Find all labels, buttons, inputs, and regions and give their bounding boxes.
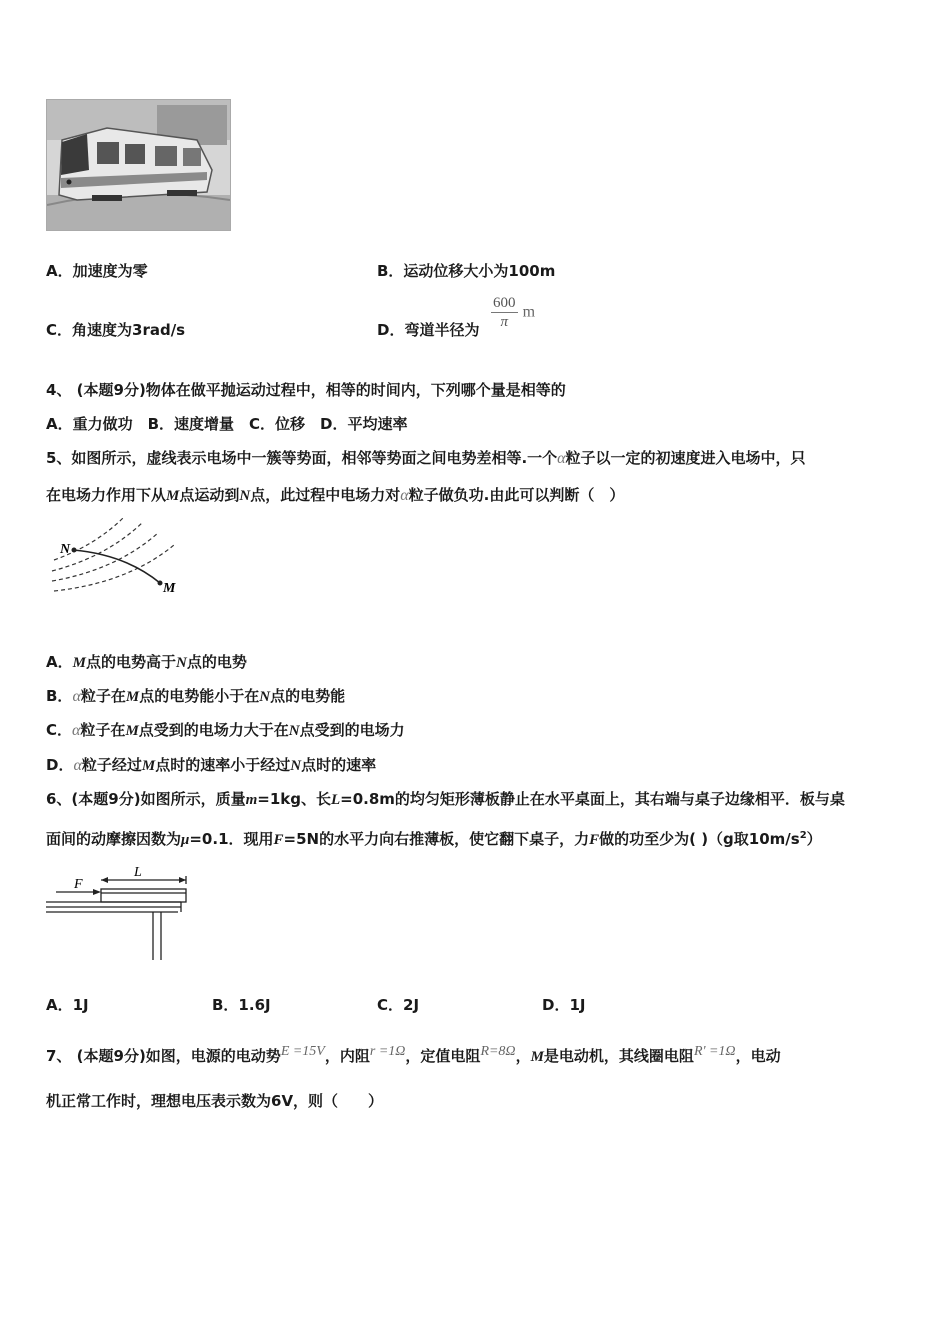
var-n: N	[239, 488, 251, 504]
figure-label-m: M	[163, 581, 176, 596]
text: 点的电势能	[270, 687, 346, 705]
text: 是电动机，其线圈电阻	[543, 1047, 694, 1065]
text: 点的电势	[186, 653, 247, 671]
q6-table-figure	[46, 862, 191, 962]
alpha-symbol: α	[557, 450, 566, 467]
q5-line2-b: 点运动到	[179, 486, 240, 504]
var-n: N	[259, 689, 271, 705]
figure-label-n: N	[60, 542, 71, 557]
text: 点受到的电场力大于在	[138, 721, 289, 739]
q3-option-a: A．加速度为零	[46, 262, 148, 280]
var-m: M	[530, 1049, 544, 1065]
var-m: M	[125, 723, 139, 739]
var-n: N	[290, 758, 302, 774]
text: =1kg、长	[257, 790, 331, 808]
equipotential-diagram	[46, 515, 186, 600]
tram-photo	[46, 99, 231, 231]
var-n: N	[175, 655, 187, 671]
var-n: N	[288, 723, 300, 739]
var-m: M	[141, 758, 156, 774]
q5-line2	[46, 485, 624, 506]
q7-line1	[46, 1042, 781, 1067]
q5-line2-a: 在电场力作用下从	[46, 486, 167, 504]
text: 面间的动摩擦因数为	[46, 830, 182, 848]
alpha-symbol: α	[72, 722, 81, 739]
q6-option-c: C．2J	[377, 996, 420, 1014]
var-mu: μ	[181, 832, 190, 848]
var-m: M	[166, 488, 180, 504]
q5-line1-b: 粒子以一定的初速度进入电场中，只	[565, 449, 806, 467]
q6-option-d: D．1J	[542, 996, 586, 1014]
figure-label-f: F	[74, 877, 83, 892]
text: 点的电势高于	[85, 653, 176, 671]
tram-illustration	[47, 100, 230, 230]
text: =5N的水平力向右推薄板，使它翻下桌子，力	[283, 830, 590, 848]
text: ，内阻	[324, 1047, 370, 1065]
formula-emf: E =15V	[280, 1044, 325, 1059]
q3-option-d-prefix: D．弯道半径为	[377, 321, 480, 339]
q6-option-b: B．1.6J	[212, 996, 271, 1014]
alpha-symbol: α	[72, 688, 81, 705]
var-m: M	[72, 655, 86, 671]
q6-option-a: A．1J	[46, 996, 89, 1014]
q7-line2: 机正常工作时，理想电压表示数为6V，则（ ）	[46, 1092, 384, 1110]
q3-option-b: B．运动位移大小为100m	[377, 262, 556, 280]
alpha-symbol: α	[73, 757, 82, 774]
q3-option-d	[377, 320, 479, 340]
text: ，电动	[735, 1047, 781, 1065]
q5-equipotential-figure	[46, 515, 186, 600]
text: ，定值电阻	[405, 1047, 481, 1065]
q4-options: A．重力做功 B．速度增量 C．位移 D．平均速率	[46, 415, 408, 433]
var-m: M	[125, 689, 140, 705]
fraction-unit: m	[522, 303, 536, 321]
label: D．	[46, 756, 74, 774]
label: B．	[46, 687, 73, 705]
text: =0.1．现用	[189, 830, 274, 848]
fraction-numerator: 600	[493, 295, 516, 311]
board-on-table-diagram	[46, 862, 191, 962]
figure-label-l: L	[134, 865, 142, 880]
q3-option-c: C．角速度为3rad/s	[46, 321, 186, 339]
q5-option-c	[46, 720, 405, 741]
formula-internal-resistance: r =1Ω	[369, 1044, 406, 1059]
var-l: L	[330, 792, 341, 808]
alpha-symbol: α	[400, 487, 409, 504]
q5-option-b	[46, 686, 345, 707]
q4-stem: 4、 (本题9分)物体在做平抛运动过程中，相等的时间内，下列哪个量是相等的	[46, 381, 566, 399]
text: ）	[806, 830, 822, 848]
q5-line1	[46, 448, 806, 469]
formula-resistor: R=8Ω	[480, 1044, 516, 1059]
text: 6、(本题9分)如图所示，质量	[46, 790, 246, 808]
label: C．	[46, 721, 73, 739]
text: ，	[515, 1047, 531, 1065]
fraction-denominator: π	[500, 314, 508, 330]
var-f: F	[589, 832, 600, 848]
text: 7、 (本题9分)如图，电源的电动势	[46, 1047, 281, 1065]
q3-option-d-fraction	[491, 294, 535, 331]
text: =0.8m的均匀矩形薄板静止在水平桌面上，其右端与桌子边缘相平．板与桌	[340, 790, 845, 808]
q5-option-a	[46, 652, 247, 673]
q5-line2-d: 粒子做负功.由此可以判断（ ）	[408, 486, 625, 504]
q5-line2-c: 点，此过程中电场力对	[250, 486, 401, 504]
q6-line1	[46, 789, 845, 810]
q5-line1-a: 5、如图所示，虚线表示电场中一簇等势面，相邻等势面之间电势差相等.一个	[46, 449, 558, 467]
label: A．	[46, 653, 73, 671]
text: 做的功至少为( )（g取10m/s	[599, 830, 800, 848]
superscript: 2	[799, 830, 807, 841]
formula-coil-resistance: R' =1Ω	[693, 1044, 736, 1059]
text: 点的电势能小于在	[139, 687, 260, 705]
var-f: F	[273, 832, 284, 848]
fraction	[491, 294, 518, 331]
text: 粒子在	[80, 721, 126, 739]
text: 粒子在	[80, 687, 126, 705]
text: 粒子经过	[81, 756, 142, 774]
q6-line2	[46, 826, 822, 850]
var-m: m	[245, 792, 258, 808]
q5-option-d	[46, 755, 376, 776]
text: 点时的速率	[301, 756, 377, 774]
text: 点受到的电场力	[299, 721, 405, 739]
text: 点时的速率小于经过	[155, 756, 291, 774]
